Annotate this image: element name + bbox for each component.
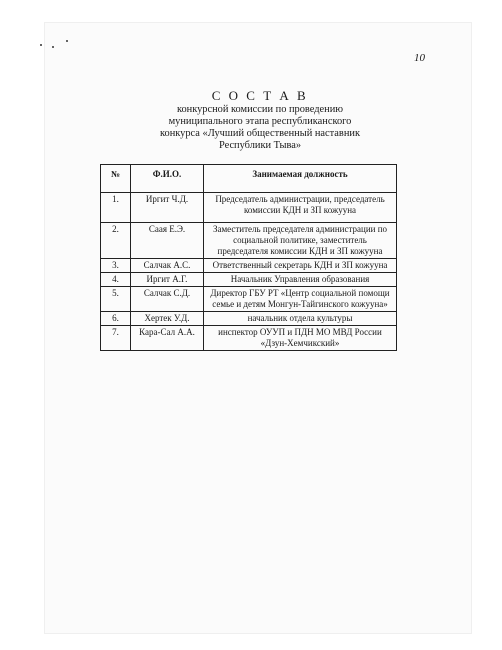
- member-position: Директор ГБУ РТ «Центр социальной помощи семье и детям Монгун-Тайгинского кожууна»: [204, 287, 397, 312]
- subtitle-line: Республики Тыва»: [218, 140, 302, 151]
- member-position: Председатель администрации, председатель комиссии КДН и ЗП кожууна: [204, 193, 397, 223]
- member-name: Салчак С.Д.: [131, 287, 204, 312]
- scan-speck: [52, 46, 54, 48]
- member-name: Салчак А.С.: [131, 259, 204, 273]
- scan-speck: [66, 40, 68, 42]
- table-row: [101, 312, 397, 326]
- document-title: С О С Т А В: [211, 88, 309, 103]
- member-position: Заместитель председателя администрации по социальной политике, заместитель председателя комиссии КДН и ЗП кожууна: [204, 223, 397, 259]
- table-row: [101, 273, 397, 287]
- column-header-number: №: [101, 165, 131, 193]
- row-number: 7.: [101, 326, 131, 351]
- row-number: 5.: [101, 287, 131, 312]
- table-row: [101, 287, 397, 312]
- row-number: 4.: [101, 273, 131, 287]
- column-header-name: Ф.И.О.: [131, 165, 204, 193]
- member-name: Иргит А.Г.: [131, 273, 204, 287]
- member-name: Саая Е.Э.: [131, 223, 204, 259]
- row-number: 2.: [101, 223, 131, 259]
- column-header-position: Занимаемая должность: [204, 165, 397, 193]
- table-header-row: [101, 165, 397, 193]
- subtitle-line: конкурса «Лучший общественный наставник: [159, 128, 360, 139]
- row-number: 6.: [101, 312, 131, 326]
- member-name: Кара-Сал А.А.: [131, 326, 204, 351]
- document-subtitle: [140, 104, 380, 152]
- row-number: 1.: [101, 193, 131, 223]
- member-position: Начальник Управления образования: [204, 273, 397, 287]
- member-name: Хертек У.Д.: [131, 312, 204, 326]
- member-position: Ответственный секретарь КДН и ЗП кожууна: [204, 259, 397, 273]
- subtitle-line: муниципального этапа республиканского: [168, 116, 352, 127]
- subtitle-line: конкурсной комиссии по проведению: [176, 104, 344, 115]
- table-row: [101, 326, 397, 351]
- scan-speck: [40, 44, 42, 46]
- table-row: [101, 193, 397, 223]
- commission-table: [100, 164, 397, 351]
- member-name: Иргит Ч.Д.: [131, 193, 204, 223]
- member-position: начальник отдела культуры: [204, 312, 397, 326]
- row-number: 3.: [101, 259, 131, 273]
- page-number: 10: [414, 52, 425, 64]
- table-row: [101, 223, 397, 259]
- table-row: [101, 259, 397, 273]
- member-position: инспектор ОУУП и ПДН МО МВД России «Дзун-Хемчикский»: [204, 326, 397, 351]
